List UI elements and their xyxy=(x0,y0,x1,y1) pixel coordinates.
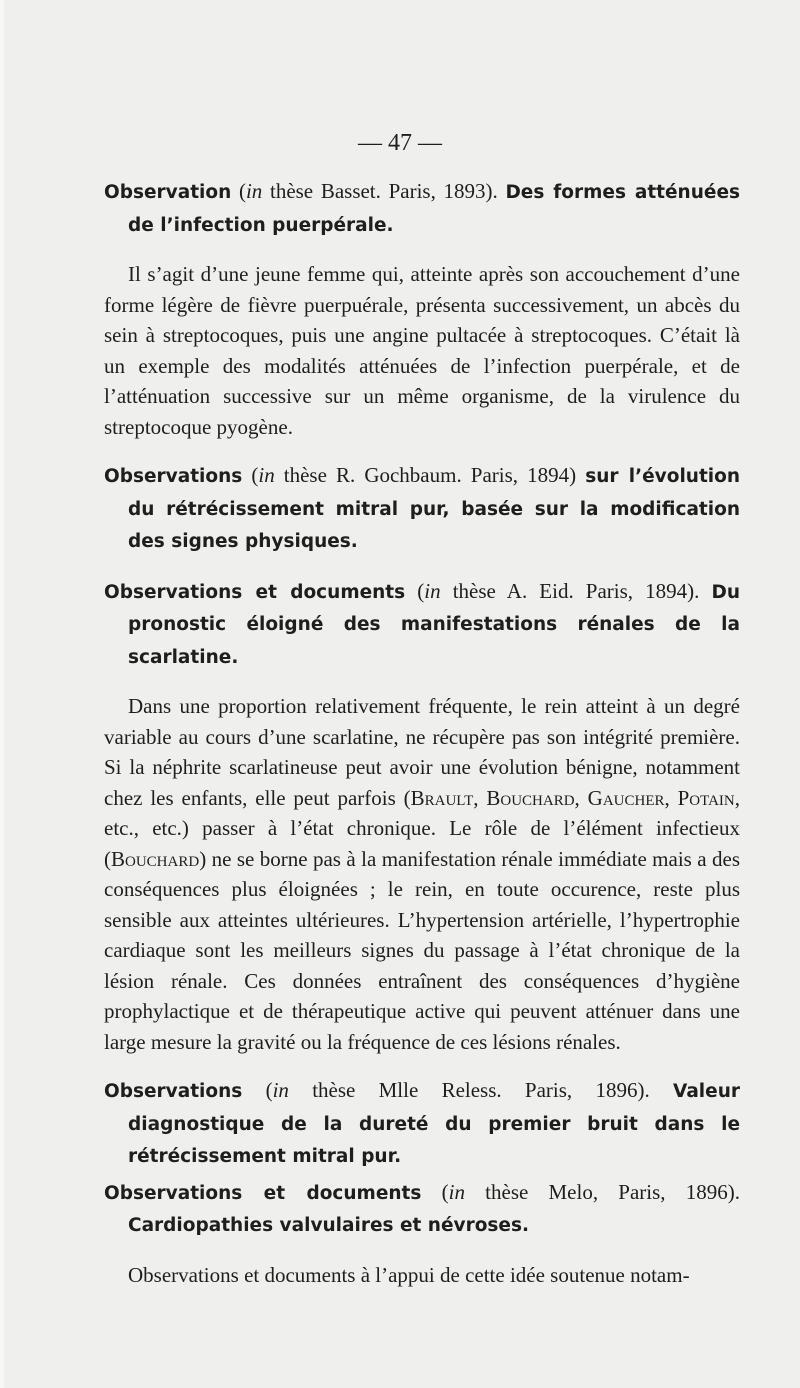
paragraph-text: ) ne se borne pas à la manifestation rénale immédiate mais a des conséquences plus éloignées ; le rein, en toute occurence, reste plus sensible aux atteintes ultérieures. L’hypertension artérielle, l’hypertrophie cardiaque sont les meilleurs signes du passage à l’état chronique de la lésion rénale. Ces données entraînent des conséquences d’hygiène prophylactique et de thérapeutique active qui peuvent atténuer dans une large mesure la gravité ou la fréquence de ces lésions rénales. xyxy=(104,846,740,1054)
page-number: — 47 — xyxy=(358,130,442,156)
separator: , xyxy=(574,785,588,810)
entry-heading: Observation xyxy=(104,182,232,203)
entry-italic: in xyxy=(245,179,263,203)
paragraph-text: , etc., etc.) passer à l’état chronique. Le rôle de l’élément infectieux ( xyxy=(104,785,740,871)
entry-title: sur l’évolution du rétrécissement mitral pur, basée sur la modification des signes physiques. xyxy=(128,466,741,552)
author-name: Bouchard xyxy=(111,846,200,871)
author-name: Brault xyxy=(410,785,474,810)
entry-basset: Observation (in thèse Basset. Paris, 1893). Des formes atténuées de l’infection puerpérale. xyxy=(104,179,740,236)
entry-eid: Observations et documents (in thèse A. Eid. Paris, 1894). Du pronostic éloigné des manifestations rénales de la scarlatine. xyxy=(104,578,741,668)
author-name: Potain xyxy=(677,785,735,810)
entry-title: Valeur diagnostique de la dureté du premier bruit dans le rétrécissement mitral pur. xyxy=(128,1081,740,1167)
separator: , xyxy=(664,785,678,810)
entry-heading: Observations xyxy=(104,1081,243,1102)
entry-italic: in xyxy=(448,1179,465,1204)
page-content xyxy=(104,176,740,1308)
entry-title: Du pronostic éloigné des manifestations rénales de la scarlatine. xyxy=(128,581,741,668)
entry-heading: Observations xyxy=(104,466,243,487)
author-name: Bouchard xyxy=(486,785,575,810)
paragraph-text: Dans une proportion relativement fréquente, le rein atteint à un degré variable au cours d’une scarlatine, ne récupère pas son intégrité première. Si la néphrite scarlatineuse peut avoir une évolution bénigne, notamment chez les enfants, elle peut parfois ( xyxy=(104,694,740,810)
author-name: Gaucher xyxy=(587,785,665,810)
entry-title: Des formes atténuées de l’infection puerpérale. xyxy=(128,182,740,236)
page-edge xyxy=(0,0,4,1388)
entry-title: Cardiopathies valvulaires et névroses. xyxy=(128,1215,530,1236)
entry-reless: Observations (in thèse Mlle Reless. Paris, 1896). Valeur diagnostique de la dureté du premier bruit dans le rétrécissement mitral pur. xyxy=(104,1078,740,1167)
entry-source: thèse Mlle Reless. Paris, 1896). xyxy=(288,1078,650,1102)
entry-gochbaum: Observations (in thèse R. Gochbaum. Paris, 1894) sur l’évolution du rétrécissement mitral pur, basée sur la modification des signes physiques. xyxy=(104,463,741,552)
entry-source: thèse Basset. Paris, 1893). xyxy=(262,179,498,203)
entry-source: thèse A. Eid. Paris, 1894). xyxy=(440,578,700,603)
entry-source: thèse Melo, Paris, 1896). xyxy=(464,1179,740,1204)
entry-heading: Observations et documents xyxy=(104,581,406,603)
paragraph-melo: Observations et documents à l’appui de cette idée soutenue notam- xyxy=(128,1262,690,1287)
entry-italic: in xyxy=(258,463,275,487)
separator: , xyxy=(473,785,487,810)
entry-melo: Observations et documents (in thèse Melo, Paris, 1896). Cardiopathies valvulaires et névroses. xyxy=(104,1179,740,1236)
paragraph-eid xyxy=(104,691,740,1057)
entry-italic: in xyxy=(424,578,441,603)
entry-source: thèse R. Gochbaum. Paris, 1894) xyxy=(274,463,577,487)
entry-italic: in xyxy=(272,1078,289,1102)
paragraph-basset: Il s’agit d’une jeune femme qui, atteinte après son accouchement d’une forme légère de fièvre puerpuérale, présenta successivement, un abcès du sein à streptocoques, puis une angine pultacée à streptocoques. C’était là un exemple des modalités atténuées de l’infection puerpérale, et de l’atténuation successive sur un même organisme, de la virulence du streptocoque pyogène. xyxy=(104,262,740,439)
entry-heading: Observations et documents xyxy=(104,1182,422,1204)
